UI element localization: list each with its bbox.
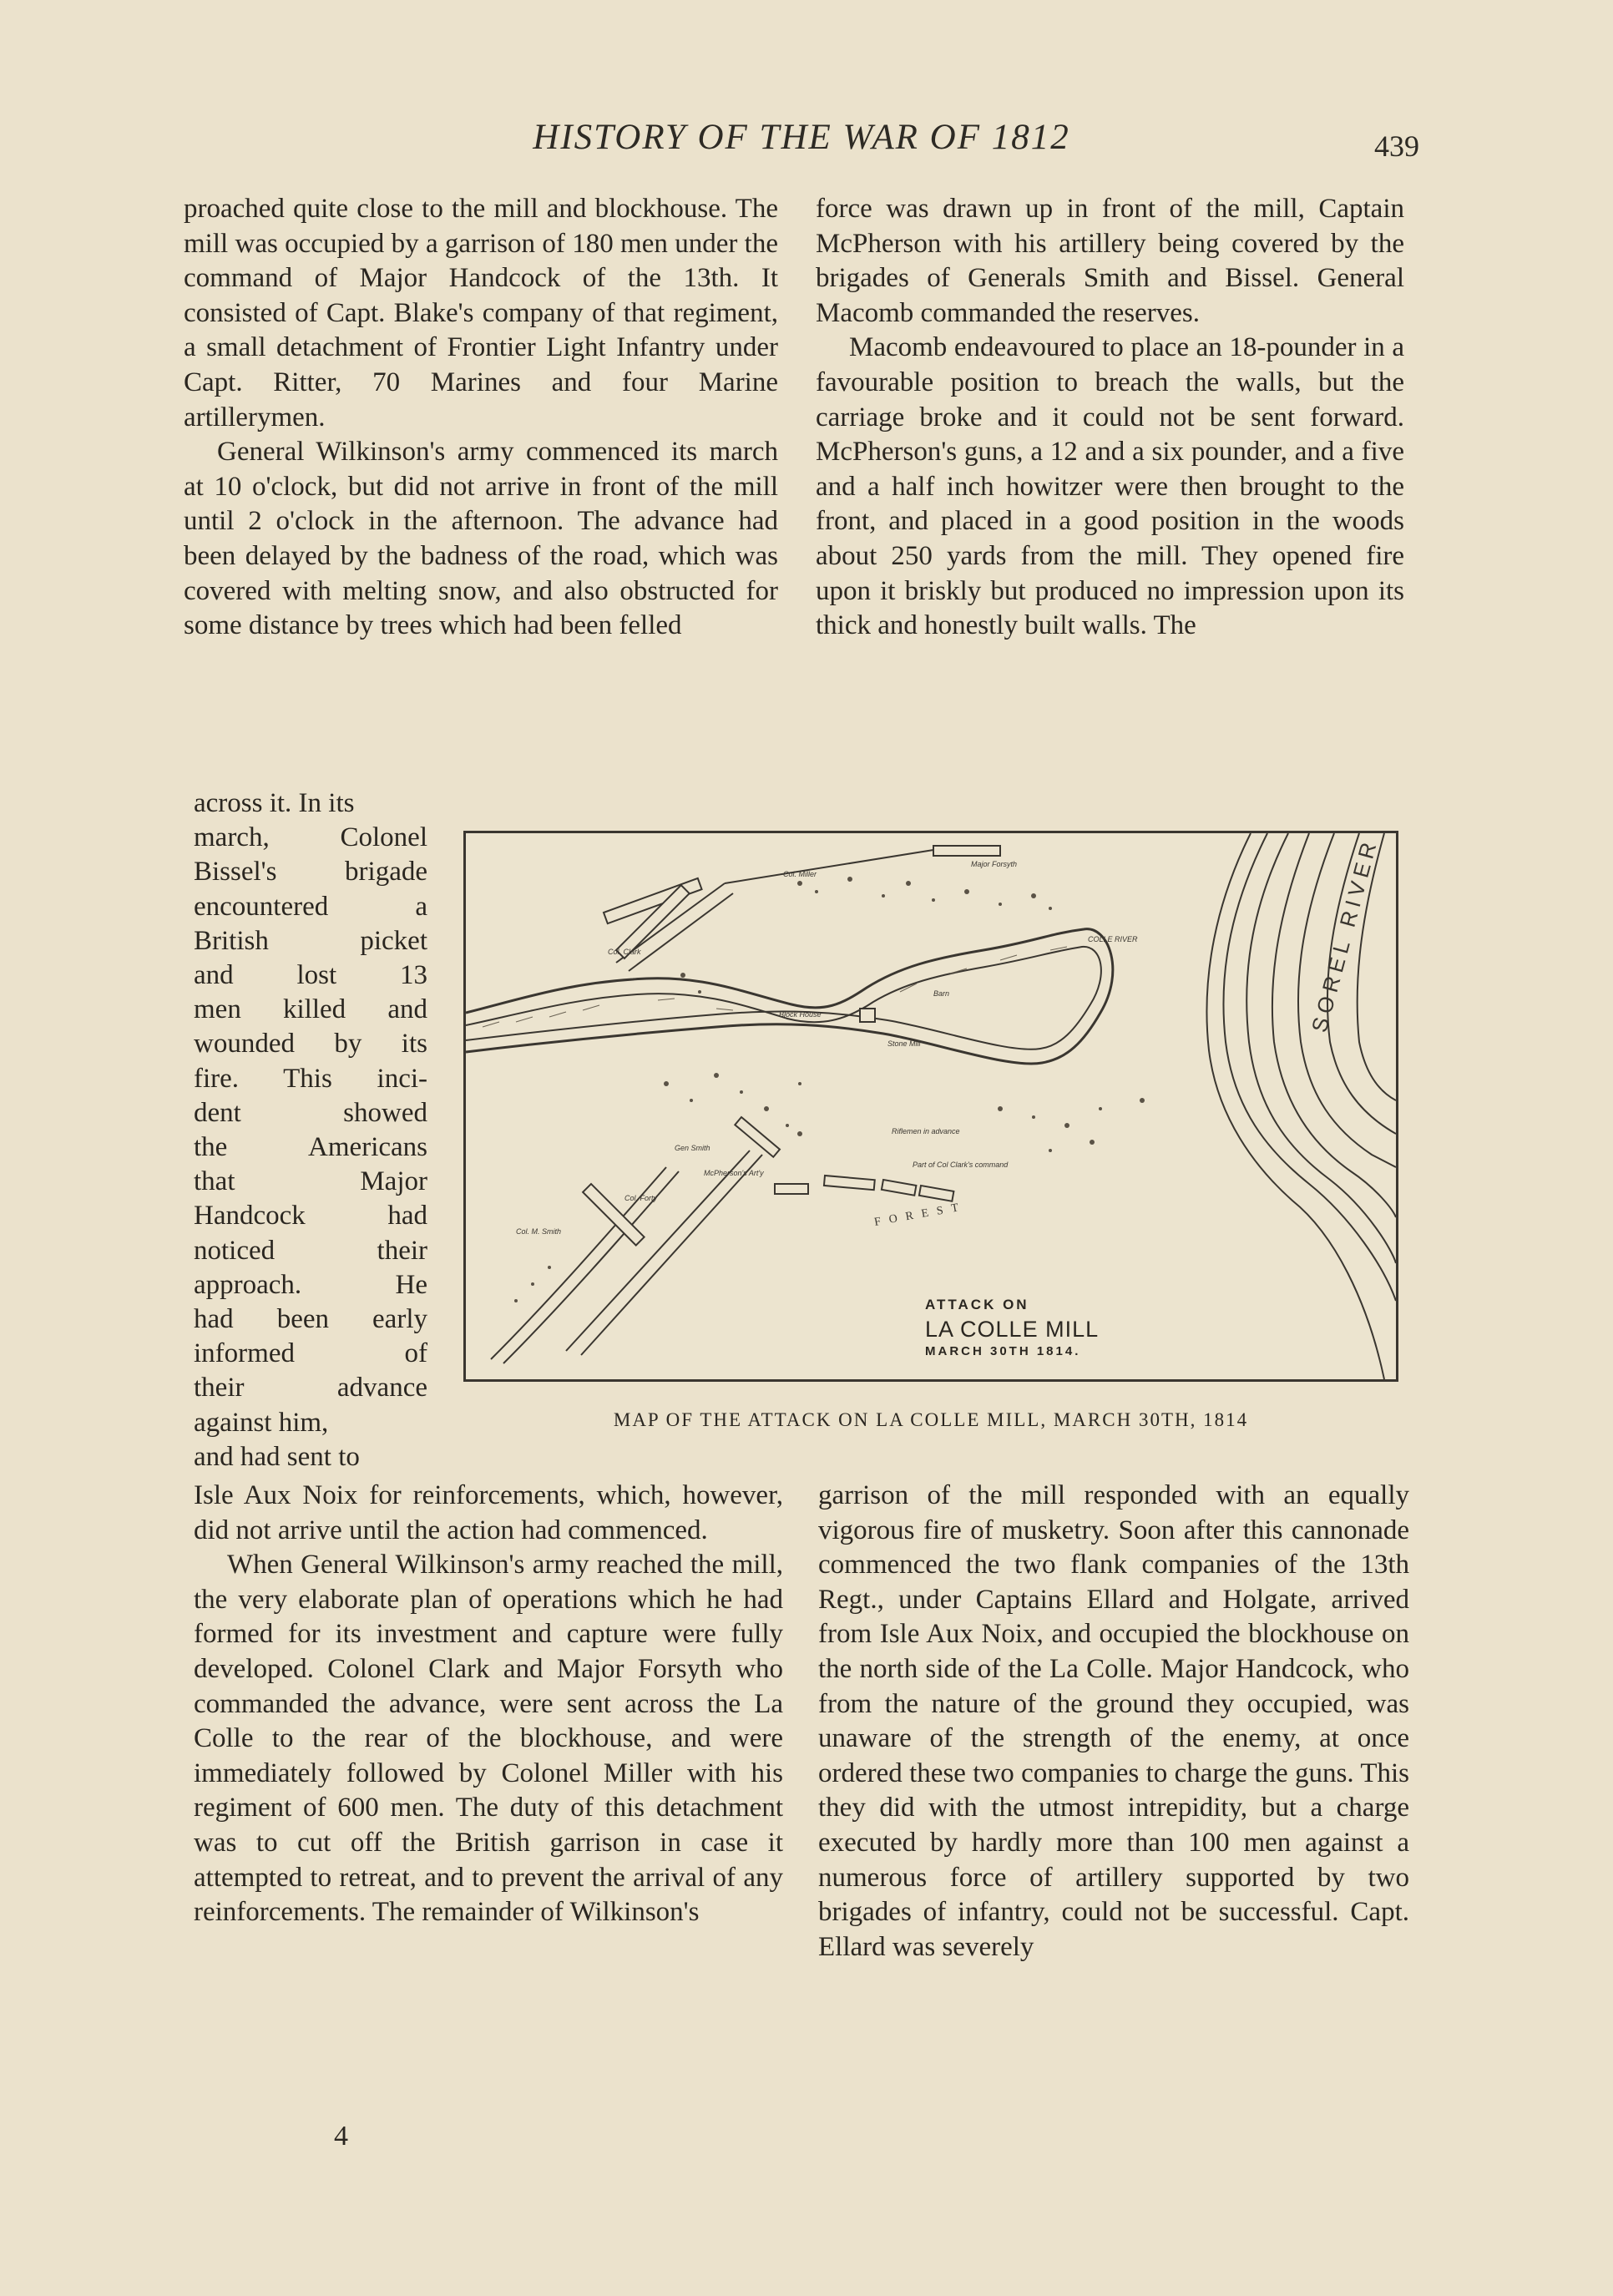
left-column-wrap-around-map — [194, 786, 427, 1474]
signature-mark: 4 — [334, 2121, 348, 2152]
right-column-bottom — [818, 1479, 1409, 1965]
map-label-col-smith: Col. M. Smith — [516, 1227, 562, 1236]
map-title-block — [925, 1297, 1142, 1358]
map-label-colle-river: COLLE RIVER — [1088, 935, 1138, 943]
paragraph: Macomb endeavoured to place an 18-pounder in a favourable position to breach the walls, but the carriage broke and it could not be sent forward. McPherson's guns, a 12 and a six pounder, and a five and a half inch howitzer were then brought to the front, and placed in a good position in the woods about 250 yards from the mill. They opened fire upon it briskly but produced no impression upon its thick and honestly built walls. The — [816, 332, 1404, 641]
running-title: HISTORY OF THE WAR OF 1812 — [533, 118, 1070, 157]
text-line: encountered a — [194, 891, 427, 922]
map-label-sorel: SOREL RIVER — [1306, 835, 1383, 1035]
map-label-major-forsyth: Major Forsyth — [971, 860, 1018, 868]
paragraph: Isle Aux Noix for reinforcements, which, however, did not arrive until the action had commenced. — [194, 1480, 783, 1545]
text-line: informed of — [194, 1338, 427, 1369]
map-label-gen-smith: Gen Smith — [675, 1144, 710, 1152]
map-caption: MAP OF THE ATTACK ON LA COLLE MILL, MARCH 30TH, 1814 — [613, 1409, 1249, 1430]
left-column-top — [184, 192, 778, 644]
map-title-line3: MARCH 30TH 1814. — [925, 1344, 1081, 1358]
text-line: that Major — [194, 1166, 427, 1197]
text-line: march, Colonel — [194, 822, 427, 853]
paragraph: General Wilkinson's army commenced its march at 10 o'clock, but did not arrive in front of the mill until 2 o'clock in the afternoon. The advance had been delayed by the badness of the road, which was covered with melting snow, and also obstructed for some distance by trees which had been felled — [184, 437, 778, 641]
text-line: the Americans — [194, 1132, 427, 1163]
paragraph: garrison of the mill responded with an equally vigorous fire of musketry. Soon after this cannonade commenced the two flank companies of the 13th Regt., under Captains Ellard and Holgate, arrived from Isle Aux Noix, and occupied the blockhouse on the north side of the La Colle. Major Handcock, who from the nature of the ground they occupied, was unaware of the strength of the enemy, at once ordered these two companies to charge the guns. This they did with the utmost intrepidity, but a charge executed by hardly more than 100 men against a numerous force of artillery supported by two brigades of infantry, could not be successful. Capt. Ellard was severely — [818, 1480, 1409, 1962]
text-line: and lost 13 — [194, 960, 427, 991]
map-label-barn: Barn — [933, 989, 950, 998]
text-line: Bissel's brigade — [194, 857, 427, 888]
map-label-col-forty: Col. Forty — [624, 1194, 658, 1202]
text-line: had been early — [194, 1304, 427, 1335]
text-line: fire. This inci- — [194, 1063, 427, 1094]
map-label-block-house: Block House — [779, 1010, 822, 1019]
map-label-col-miller: Col. Miller — [783, 870, 817, 878]
map-label-col-clark: Col. Clark — [608, 948, 641, 956]
text-line: Handcock had — [194, 1201, 427, 1231]
paragraph: force was drawn up in front of the mill, Captain McPherson with his artillery being covered by the brigades of Generals Smith and Bissel. General Macomb commanded the reserves. — [816, 194, 1404, 328]
map-attack-la-colle-mill — [463, 831, 1398, 1382]
map-label-forest: FOREST — [873, 1200, 968, 1229]
text-line: men killed and — [194, 994, 427, 1025]
paragraph: proached quite close to the mill and blockhouse. The mill was occupied by a garrison of 180 men under the command of Major Handcock of the 13th. It consisted of Capt. Blake's company of that regiment, a small detachment of Frontier Light Infantry under Capt. Ritter, 70 Marines and four Marine artillerymen. — [184, 194, 778, 432]
page-number: 439 — [1374, 129, 1419, 163]
map-label-stone-mill: Stone Mill — [887, 1039, 921, 1048]
map-title-line2: LA COLLE MILL — [925, 1317, 1100, 1342]
text-line: their advance — [194, 1373, 427, 1403]
left-column-bottom — [194, 1479, 783, 1930]
text-line: British picket — [194, 925, 427, 956]
text-line: across it. In its — [194, 788, 355, 818]
map-label-mcpherson: McPherson's Art'y — [704, 1169, 764, 1177]
text-line: approach. He — [194, 1269, 427, 1300]
map-label-part-col-clark: Part of Col Clark's command — [913, 1161, 1009, 1169]
right-column-top — [816, 192, 1404, 644]
text-line: and had sent to — [194, 1441, 360, 1472]
page-header — [184, 117, 1419, 167]
colle-river — [466, 929, 1113, 1064]
text-line: wounded by its — [194, 1029, 427, 1059]
text-line: noticed their — [194, 1235, 427, 1266]
text-line: against him, — [194, 1407, 329, 1438]
map-label-riflemen: Riflemen in advance — [892, 1127, 960, 1135]
map-title-line1: ATTACK ON — [925, 1297, 1029, 1312]
text-line: dent showed — [194, 1097, 427, 1128]
paragraph: When General Wilkinson's army reached the mill, the very elaborate plan of operations which he had formed for its investment and capture were fully developed. Colonel Clark and Major Forsyth who commanded the advance, were sent across the La Colle to the rear of the blockhouse, and were immediately followed by Colonel Miller with his regiment of 600 men. The duty of this detachment was to cut off the British garrison in case it attempted to retreat, and to prevent the arrival of any reinforcements. The remainder of Wilkinson's — [194, 1550, 783, 1928]
